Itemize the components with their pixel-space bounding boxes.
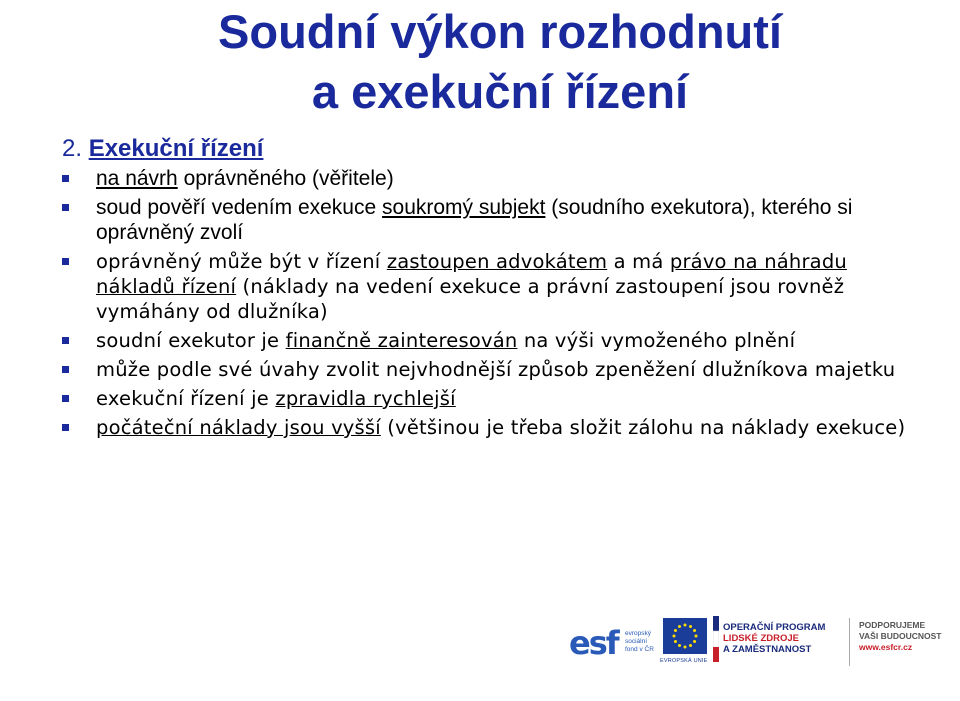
esf-logo-text: evropský sociální fond v ČR: [625, 630, 654, 653]
eu-star: [693, 629, 696, 632]
bullet-marker: [62, 258, 69, 265]
section-number: 2.: [62, 135, 83, 162]
funding-logos: [567, 612, 957, 672]
slide-title: [120, 2, 880, 122]
eu-star: [678, 644, 681, 647]
slide-title-line-1: Soudní výkon rozhodnutí: [218, 5, 782, 58]
support-text: PODPORUJEME VAŠI BUDOUCNOST www.esfcr.cz: [859, 620, 942, 652]
esf-logo: [567, 616, 659, 668]
eu-star: [678, 625, 681, 628]
op-program-text: OPERAČNÍ PROGRAM LIDSKÉ ZDROJE A ZAMĚSTNANOST: [723, 622, 826, 655]
eu-label: EVROPSKÁ UNIE: [660, 658, 708, 664]
bullet-marker: [62, 175, 69, 182]
eu-star: [695, 635, 698, 638]
section-title: Exekuční řízení: [88, 135, 264, 162]
bullet-list: [62, 166, 932, 444]
section-heading: [62, 134, 263, 164]
eu-flag-icon: [663, 618, 707, 654]
eu-star: [684, 646, 687, 649]
eu-star: [689, 625, 692, 628]
bullet-item: soudní exekutor je finančně zainteresován na výši vymoženého plnění: [62, 328, 932, 353]
bullet-marker: [62, 366, 69, 373]
eu-star: [673, 635, 676, 638]
eu-star: [684, 624, 687, 627]
esf-logo-letters: esf: [569, 624, 618, 662]
bullet-marker: [62, 204, 69, 211]
bullet-marker: [62, 337, 69, 344]
eu-star: [689, 644, 692, 647]
bullet-item: oprávněný může být v řízení zastoupen advokátem a má právo na náhradu nákladů řízení (náklady na vedení exekuce a právní zastoupení jsou rovněž vymáhány od dlužníka): [62, 249, 932, 324]
bullet-item: počáteční náklady jsou vyšší (většinou je třeba složit zálohu na náklady exekuce): [62, 415, 932, 440]
op-flag-icon: [713, 616, 719, 662]
eu-star: [674, 640, 677, 643]
website-link[interactable]: www.esfcr.cz: [859, 642, 913, 652]
bullet-item: soud pověří vedením exekuce soukromý subjekt (soudního exekutora), kterého si oprávněný zvolí: [62, 195, 932, 245]
logo-divider: [849, 618, 850, 666]
bullet-item: na návrh oprávněného (věřitele): [62, 166, 932, 191]
bullet-marker: [62, 424, 69, 431]
eu-star: [693, 640, 696, 643]
bullet-item: může podle své úvahy zvolit nejvhodnější způsob zpeněžení dlužníkova majetku: [62, 357, 932, 382]
eu-star: [674, 629, 677, 632]
bullet-item: exekuční řízení je zpravidla rychlejší: [62, 386, 932, 411]
slide-title-line-2: a exekuční řízení: [311, 65, 689, 118]
bullet-marker: [62, 395, 69, 402]
